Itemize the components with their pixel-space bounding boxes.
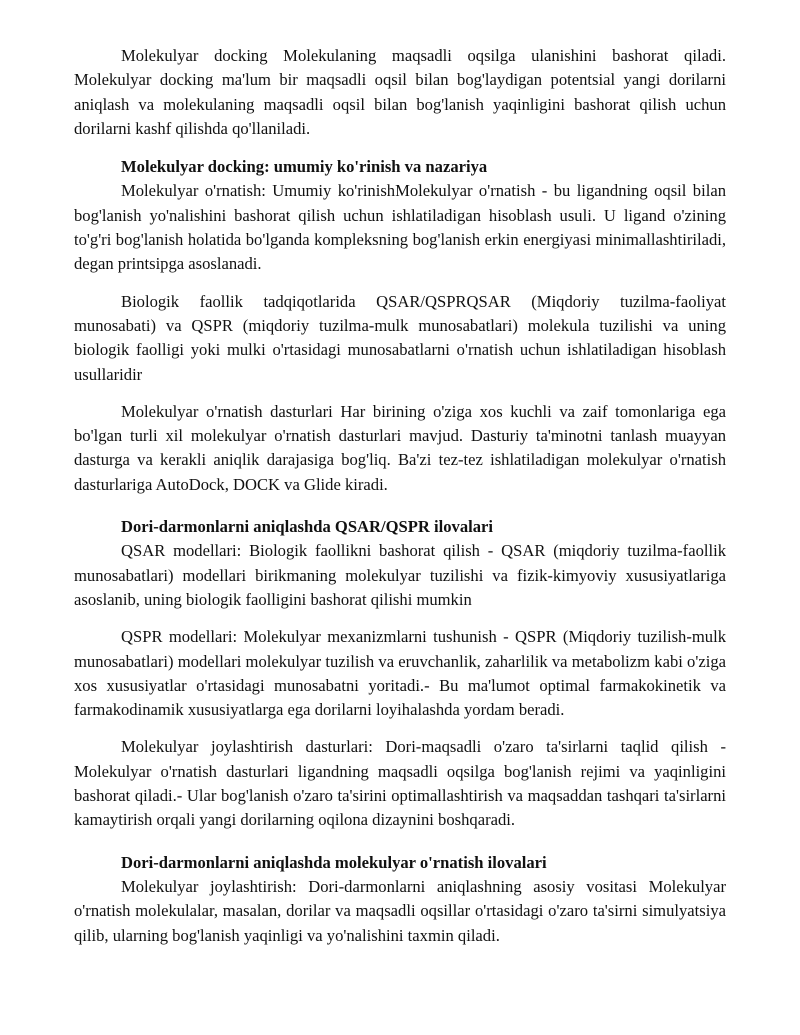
- heading-docking-overview: Molekulyar docking: umumiy ko'rinish va nazariya: [121, 157, 488, 177]
- paragraph-qsar-models: QSAR modellari: Biologik faollikni bashorat qilish - QSAR (miqdoriy tuzilma-faollik munosabatlari) modellari birikmaning molekulyar tuzilishi va fizik-kimyoviy xususiyatlariga asoslanib, uning biologik faolligini bashorat qilishi mumkin: [74, 541, 726, 609]
- paragraph-qsar-qspr-biology: Biologik faollik tadqiqotlarida QSAR/QSPRQSAR (Miqdoriy tuzilma-faoliyat munosabati) va QSPR (miqdoriy tuzilma-mulk munosabatlari) molekula tuzilishi va uning biologik faolligi yoki mulki o'rtasidagi munosabatlarni o'rnatish uchun ishlatiladigan hisoblash usullaridir: [74, 291, 726, 384]
- paragraph-qspr-models: QSPR modellari: Molekulyar mexanizmlarni tushunish - QSPR (Miqdoriy tuzilish-mulk munosabatlari) modellari molekulyar tuzilish va eruvchanlik, zaharlilik va metabolizm kabi o'ziga xos xususiyatlar o'rtasidagi munosabatni yoritadi.- Bu ma'lumot optimal farmakokinetik va farmakodinamik xususiyatlarga ega dorilarni loyihalashda yordam beradi.: [74, 627, 726, 720]
- paragraph-molecular-docking-intro: Molekulyar docking Molekulaning maqsadli oqsilga ulanishini bashorat qiladi. Molekulyar docking ma'lum bir maqsadli oqsil bilan bog'laydigan potentsial yangi dorilarni aniqlash va molekulaning maqsadli oqsil bilan bog'lanish yaqinligini bashorat qilish uchun dorilarni kashf qilishda qo'llaniladi.: [74, 46, 726, 138]
- document-page: [74, 44, 726, 961]
- paragraph-docking-overview: Molekulyar o'rnatish: Umumiy ko'rinishMolekulyar o'rnatish - bu ligandning oqsil bilan bog'lanish yo'nalishini bashorat qilish uchun ishlatiladigan hisoblash usuli. U ligand o'zining to'g'ri bog'lanish holatida bo'lganda kompleksning bog'lanish erkin energiyasi minimallashtiriladi, degan printsipga asoslanadi.: [74, 181, 726, 274]
- paragraph-docking-programs: Molekulyar joylashtirish dasturlari: Dori-maqsadli o'zaro ta'sirlarni taqlid qilish - Molekulyar o'rnatish dasturlari ligandning maqsadli oqsilga bog'lanish rejimi va yaqinligini bashorat qiladi.- Ular bog'lanish o'zaro ta'sirini optimallashtirish va maqsaddan tashqari ta'sirlarni kamaytirish orqali yangi dorilarning oqilona dizaynini boshqaradi.: [74, 737, 726, 830]
- paragraph-docking-main-tool: Molekulyar joylashtirish: Dori-darmonlarni aniqlashning asosiy vositasi Molekulyar o'rnatish molekulalar, masalan, dorilar va maqsadli oqsillar o'rtasidagi o'zaro ta'sirni simulyatsiya qilib, ularning bog'lanish yaqinligi va yo'nalishini taxmin qiladi.: [74, 876, 726, 945]
- heading-docking-applications: Dori-darmonlarni aniqlashda molekulyar o'rnatish ilovalari: [121, 852, 547, 872]
- heading-qsar-qspr-applications: Dori-darmonlarni aniqlashda QSAR/QSPR ilovalari: [121, 517, 494, 537]
- paragraph-docking-software: Molekulyar o'rnatish dasturlari Har birining o'ziga xos kuchli va zaif tomonlariga ega bo'lgan turli xil molekulyar o'rnatish dasturlari mavjud. Dasturiy ta'minotni tanlash muayyan dasturga va kerakli aniqlik darajasiga bog'liq. Ba'zi tez-tez ishlatiladigan molekulyar o'rnatish dasturlariga AutoDock, DOCK va Glide kiradi.: [74, 401, 726, 494]
